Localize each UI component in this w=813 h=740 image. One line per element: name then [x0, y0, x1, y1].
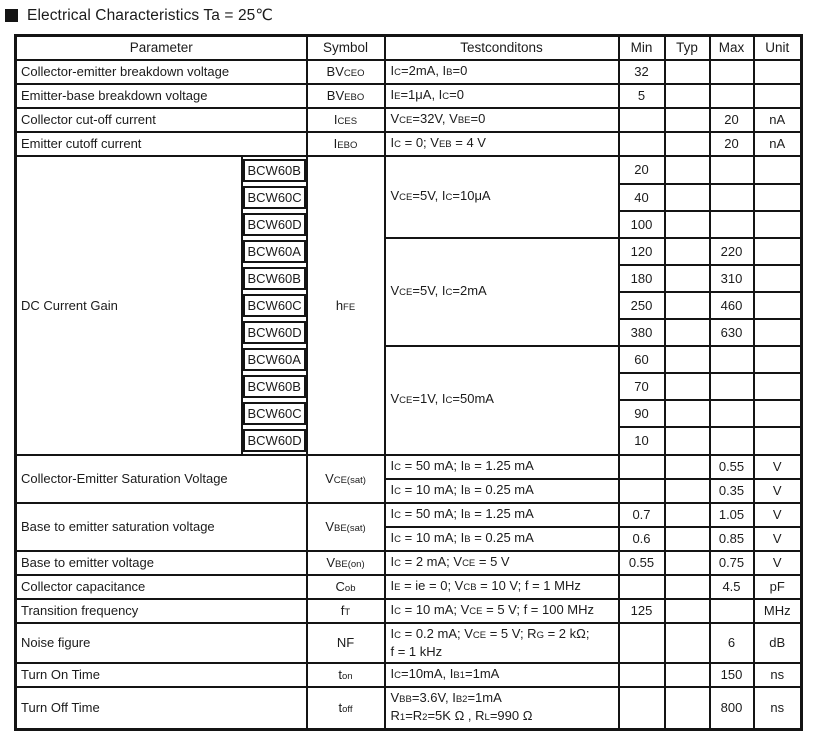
- max-cell: 4.5: [710, 575, 754, 599]
- param-cell: DC Current Gain: [16, 156, 242, 455]
- typ-cell: [665, 527, 710, 551]
- param-cell: Collector-emitter breakdown voltage: [16, 60, 307, 84]
- typ-cell: [665, 479, 710, 503]
- header-symbol: Symbol: [307, 36, 385, 60]
- header-typ: Typ: [665, 36, 710, 60]
- min-cell: 250: [619, 292, 665, 319]
- min-cell: 20: [619, 156, 665, 184]
- min-cell: 0.55: [619, 551, 665, 575]
- min-cell: 180: [619, 265, 665, 292]
- min-cell: [619, 132, 665, 156]
- subscript-text: G: [536, 629, 544, 641]
- device-cell: [242, 427, 307, 455]
- subscript-text: CES: [337, 116, 358, 127]
- symbol-cell: BVEBO: [307, 84, 385, 108]
- condition-cell: IE=1μA, IC=0: [385, 84, 619, 108]
- subscript-text: C: [394, 66, 401, 78]
- unit-cell: pF: [754, 575, 802, 599]
- unit-cell: V: [754, 551, 802, 575]
- symbol-cell: NF: [307, 623, 385, 663]
- subscript-text: B: [446, 66, 453, 78]
- symbol-cell: IEBO: [307, 132, 385, 156]
- symbol-cell: ICES: [307, 108, 385, 132]
- unit-cell: MHz: [754, 599, 802, 623]
- param-cell: Emitter-base breakdown voltage: [16, 84, 307, 108]
- subscript-text: CE: [399, 286, 413, 298]
- max-cell: 310: [710, 265, 754, 292]
- max-cell: 6: [710, 623, 754, 663]
- subscript-text: CE(sat): [333, 475, 366, 486]
- unit-cell: [754, 427, 802, 455]
- device-cell: [242, 292, 307, 319]
- max-cell: [710, 84, 754, 108]
- min-cell: 380: [619, 319, 665, 346]
- condition-cell: IC=2mA, IB=0: [385, 60, 619, 84]
- subscript-text: BE: [457, 114, 471, 126]
- section-title-row: [5, 6, 813, 25]
- condition-cell: IC=10mA, IB1=1mA: [385, 663, 619, 687]
- max-cell: [710, 184, 754, 211]
- subscript-text: CEO: [343, 68, 365, 79]
- subscript-text: B: [464, 533, 471, 545]
- subscript-text: 1: [399, 711, 406, 723]
- device-cell: [242, 156, 307, 184]
- table-row: [16, 132, 802, 156]
- unit-cell: [754, 292, 802, 319]
- table-row: [16, 551, 802, 575]
- unit-cell: [754, 84, 802, 108]
- device-label: BCW60B: [243, 375, 306, 398]
- subscript-text: C: [394, 557, 401, 569]
- subscript-text: EB: [438, 138, 452, 150]
- min-cell: [619, 479, 665, 503]
- min-cell: [619, 623, 665, 663]
- max-cell: [710, 60, 754, 84]
- typ-cell: [665, 687, 710, 730]
- typ-cell: [665, 292, 710, 319]
- typ-cell: [665, 156, 710, 184]
- table-row: [16, 663, 802, 687]
- unit-cell: [754, 156, 802, 184]
- param-cell: Turn On Time: [16, 663, 307, 687]
- subscript-text: C: [394, 669, 401, 681]
- typ-cell: [665, 575, 710, 599]
- unit-cell: ns: [754, 663, 802, 687]
- typ-cell: [665, 455, 710, 479]
- symbol-cell: VCE(sat): [307, 455, 385, 503]
- typ-cell: [665, 265, 710, 292]
- unit-cell: dB: [754, 623, 802, 663]
- section-marker-icon: [5, 9, 18, 22]
- device-label: BCW60D: [243, 429, 306, 452]
- max-cell: 1.05: [710, 503, 754, 527]
- min-cell: 32: [619, 60, 665, 84]
- subscript-text: on: [342, 671, 353, 682]
- unit-cell: V: [754, 503, 802, 527]
- param-cell: Collector-Emitter Saturation Voltage: [16, 455, 307, 503]
- subscript-text: C: [445, 191, 453, 203]
- max-cell: 0.35: [710, 479, 754, 503]
- device-cell: [242, 211, 307, 238]
- subscript-text: EBO: [344, 92, 365, 103]
- unit-cell: nA: [754, 108, 802, 132]
- subscript-text: B: [464, 461, 471, 473]
- table-row: [16, 503, 802, 527]
- max-cell: [710, 156, 754, 184]
- max-cell: [710, 373, 754, 400]
- subscript-text: CE: [399, 395, 413, 406]
- subscript-text: BE(on): [335, 559, 365, 570]
- subscript-text: C: [394, 509, 401, 521]
- symbol-cell: Cob: [307, 575, 385, 599]
- table-row: [16, 623, 802, 663]
- subscript-text: CE: [469, 605, 483, 617]
- condition-cell: VCE=32V, VBE=0: [385, 108, 619, 132]
- unit-cell: [754, 265, 802, 292]
- subscript-text: T: [344, 607, 351, 618]
- max-cell: 20: [710, 132, 754, 156]
- header-row: [16, 36, 802, 60]
- typ-cell: [665, 373, 710, 400]
- device-cell: [242, 373, 307, 400]
- typ-cell: [665, 551, 710, 575]
- subscript-text: C: [394, 485, 401, 497]
- unit-cell: [754, 60, 802, 84]
- subscript-text: C: [445, 395, 453, 406]
- typ-cell: [665, 108, 710, 132]
- condition-cell: VCE=1V, IC=50mA: [385, 346, 619, 455]
- condition-cell: IE = ie = 0; VCB = 10 V; f = 1 MHz: [385, 575, 619, 599]
- min-cell: 60: [619, 346, 665, 373]
- page-title: Electrical Characteristics Ta = 25℃: [27, 7, 273, 24]
- device-cell: [242, 265, 307, 292]
- table-row: [16, 455, 802, 479]
- subscript-text: E: [394, 581, 401, 593]
- subscript-text: B1: [453, 669, 466, 681]
- unit-cell: V: [754, 455, 802, 479]
- typ-cell: [665, 503, 710, 527]
- device-label: BCW60A: [243, 348, 306, 371]
- subscript-text: L: [484, 711, 490, 723]
- device-cell: [242, 346, 307, 373]
- param-cell: Transition frequency: [16, 599, 307, 623]
- condition-cell: IC = 10 mA; VCE = 5 V; f = 100 MHz: [385, 599, 619, 623]
- typ-cell: [665, 346, 710, 373]
- subscript-text: EBO: [337, 140, 358, 151]
- symbol-cell: BVCEO: [307, 60, 385, 84]
- param-cell: Collector capacitance: [16, 575, 307, 599]
- min-cell: [619, 575, 665, 599]
- header-max: Max: [710, 36, 754, 60]
- table-row: [16, 575, 802, 599]
- table-row: [16, 156, 802, 184]
- min-cell: 70: [619, 373, 665, 400]
- max-cell: [710, 346, 754, 373]
- min-cell: [619, 108, 665, 132]
- symbol-cell: VBE(on): [307, 551, 385, 575]
- unit-cell: V: [754, 527, 802, 551]
- device-label: BCW60C: [243, 186, 306, 209]
- subscript-text: FE: [343, 301, 356, 313]
- param-cell: Emitter cutoff current: [16, 132, 307, 156]
- typ-cell: [665, 132, 710, 156]
- device-cell: [242, 319, 307, 346]
- min-cell: 125: [619, 599, 665, 623]
- header-unit: Unit: [754, 36, 802, 60]
- condition-cell: IC = 50 mA; IB = 1.25 mA: [385, 503, 619, 527]
- unit-cell: [754, 319, 802, 346]
- subscript-text: C: [394, 461, 401, 473]
- device-label: BCW60C: [243, 294, 306, 317]
- max-cell: 220: [710, 238, 754, 265]
- typ-cell: [665, 663, 710, 687]
- subscript-text: 2: [422, 711, 428, 723]
- condition-cell: IC = 2 mA; VCE = 5 V: [385, 551, 619, 575]
- subscript-text: C: [445, 286, 453, 298]
- subscript-text: CE: [462, 557, 476, 569]
- device-label: BCW60B: [243, 159, 306, 182]
- max-cell: 0.85: [710, 527, 754, 551]
- table-body: [16, 60, 802, 730]
- subscript-text: C: [442, 90, 450, 102]
- symbol-cell: VBE(sat): [307, 503, 385, 551]
- typ-cell: [665, 319, 710, 346]
- subscript-text: C: [394, 138, 401, 150]
- subscript-text: B: [464, 485, 471, 497]
- unit-cell: V: [754, 479, 802, 503]
- header-parameter: Parameter: [16, 36, 307, 60]
- typ-cell: [665, 60, 710, 84]
- condition-cell: IC = 10 mA; IB = 0.25 mA: [385, 527, 619, 551]
- typ-cell: [665, 84, 710, 108]
- min-cell: 0.6: [619, 527, 665, 551]
- symbol-cell: toff: [307, 687, 385, 730]
- header-min: Min: [619, 36, 665, 60]
- min-cell: [619, 663, 665, 687]
- unit-cell: nA: [754, 132, 802, 156]
- subscript-text: CE: [399, 191, 413, 203]
- unit-cell: [754, 400, 802, 427]
- table-row: [16, 687, 802, 730]
- subscript-text: BB: [399, 693, 412, 705]
- param-cell: Base to emitter saturation voltage: [16, 503, 307, 551]
- symbol-cell: ton: [307, 663, 385, 687]
- table-row: [16, 599, 802, 623]
- typ-cell: [665, 623, 710, 663]
- subscript-text: B2: [455, 693, 468, 705]
- symbol-cell: fT: [307, 599, 385, 623]
- unit-cell: [754, 238, 802, 265]
- max-cell: [710, 211, 754, 238]
- condition-cell: IC = 10 mA; IB = 0.25 mA: [385, 479, 619, 503]
- typ-cell: [665, 211, 710, 238]
- max-cell: 630: [710, 319, 754, 346]
- max-cell: [710, 427, 754, 455]
- max-cell: 150: [710, 663, 754, 687]
- typ-cell: [665, 400, 710, 427]
- min-cell: 90: [619, 400, 665, 427]
- min-cell: 5: [619, 84, 665, 108]
- unit-cell: [754, 211, 802, 238]
- subscript-text: E: [394, 90, 401, 102]
- max-cell: [710, 599, 754, 623]
- param-cell: Turn Off Time: [16, 687, 307, 730]
- subscript-text: C: [394, 533, 401, 545]
- max-cell: 460: [710, 292, 754, 319]
- table-row: [16, 60, 802, 84]
- unit-cell: [754, 346, 802, 373]
- max-cell: 0.55: [710, 455, 754, 479]
- condition-cell: VBB=3.6V, IB2=1mA R1=R2=5K Ω , RL=990 Ω: [385, 687, 619, 730]
- subscript-text: C: [394, 629, 401, 641]
- device-label: BCW60D: [243, 321, 306, 344]
- device-cell: [242, 400, 307, 427]
- table-row: [16, 84, 802, 108]
- unit-cell: [754, 373, 802, 400]
- device-cell: [242, 184, 307, 211]
- typ-cell: [665, 238, 710, 265]
- max-cell: 0.75: [710, 551, 754, 575]
- condition-cell: VCE=5V, IC=2mA: [385, 238, 619, 346]
- device-label: BCW60A: [243, 240, 306, 263]
- min-cell: [619, 455, 665, 479]
- symbol-cell: hFE: [307, 156, 385, 455]
- condition-cell: IC = 50 mA; IB = 1.25 mA: [385, 455, 619, 479]
- min-cell: [619, 687, 665, 730]
- subscript-text: B: [464, 509, 471, 521]
- min-cell: 0.7: [619, 503, 665, 527]
- min-cell: 120: [619, 238, 665, 265]
- unit-cell: ns: [754, 687, 802, 730]
- condition-cell: VCE=5V, IC=10μA: [385, 156, 619, 238]
- subscript-text: CB: [463, 581, 477, 593]
- condition-cell: IC = 0; VEB = 4 V: [385, 132, 619, 156]
- subscript-text: off: [342, 704, 353, 715]
- subscript-text: ob: [344, 583, 356, 594]
- table-header: [16, 36, 802, 60]
- max-cell: 20: [710, 108, 754, 132]
- max-cell: 800: [710, 687, 754, 730]
- electrical-characteristics-table: [14, 34, 803, 731]
- device-cell: [242, 238, 307, 265]
- max-cell: [710, 400, 754, 427]
- subscript-text: CE: [399, 114, 413, 126]
- table-row: [16, 108, 802, 132]
- param-cell: Noise figure: [16, 623, 307, 663]
- device-label: BCW60C: [243, 402, 306, 425]
- typ-cell: [665, 427, 710, 455]
- typ-cell: [665, 184, 710, 211]
- device-label: BCW60B: [243, 267, 306, 290]
- subscript-text: BE(sat): [333, 523, 366, 534]
- min-cell: 10: [619, 427, 665, 455]
- min-cell: 100: [619, 211, 665, 238]
- typ-cell: [665, 599, 710, 623]
- subscript-text: C: [394, 605, 401, 617]
- condition-cell: IC = 0.2 mA; VCE = 5 V; RG = 2 kΩ; f = 1 kHz: [385, 623, 619, 663]
- device-label: BCW60D: [243, 213, 306, 236]
- param-cell: Base to emitter voltage: [16, 551, 307, 575]
- param-cell: Collector cut-off current: [16, 108, 307, 132]
- subscript-text: CE: [472, 629, 487, 641]
- unit-cell: [754, 184, 802, 211]
- header-conditions: Testconditons: [385, 36, 619, 60]
- min-cell: 40: [619, 184, 665, 211]
